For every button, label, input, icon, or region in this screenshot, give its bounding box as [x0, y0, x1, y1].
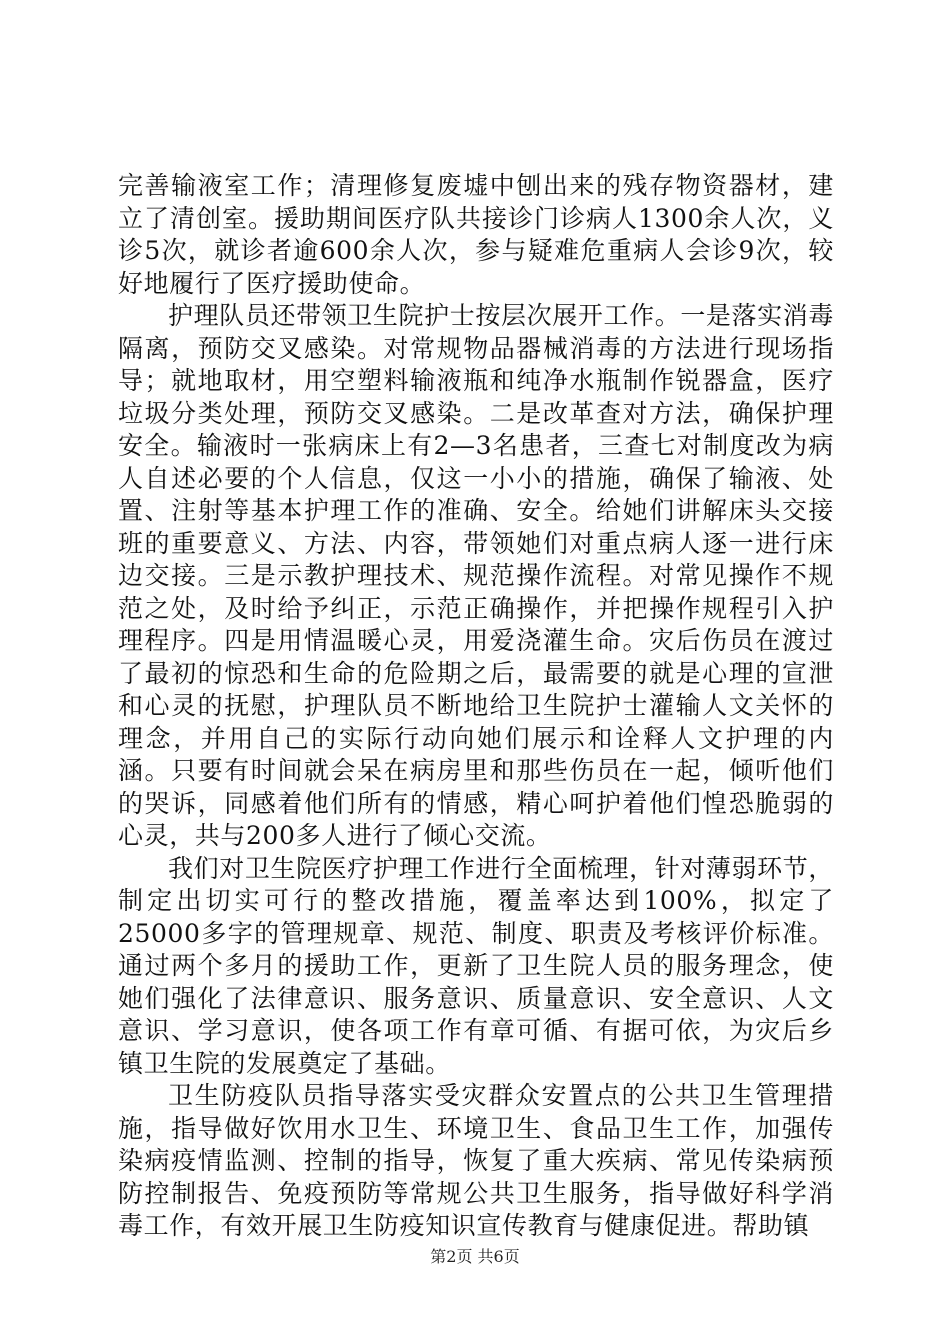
document-body: [118, 170, 834, 1243]
page-number-label: 第2页 共6页: [430, 1247, 520, 1266]
paragraph-4: 卫生防疫队员指导落实受灾群众安置点的公共卫生管理措施，指导做好饮用水卫生、环境卫生、食品卫生工作，加强传染病疫情监测、控制的指导，恢复了重大疾病、常见传染病预防控制报告、免疫预防等常规公共卫生服务，指导做好科学消毒工作，有效开展卫生防疫知识宣传教育与健康促进。帮助镇: [118, 1081, 834, 1240]
paragraph-3: 我们对卫生院医疗护理工作进行全面梳理，针对薄弱环节，制定出切实可行的整改措施，覆盖率达到100%，拟定了25000多字的管理规章、规范、制度、职责及考核评价标准。通过两个多月的援助工作，更新了卫生院人员的服务理念，使她们强化了法律意识、服务意识、质量意识、安全意识、人文意识、学习意识，使各项工作有章可循、有据可依，为灾后乡镇卫生院的发展奠定了基础。: [118, 853, 834, 1078]
paragraph-1: 完善输液室工作；清理修复废墟中刨出来的残存物资器材，建立了清创室。援助期间医疗队共接诊门诊病人1300余人次，义诊5次，就诊者逾600余人次，参与疑难危重病人会诊9次，较好地履行了医疗援助使命。: [118, 171, 834, 298]
page-footer: [0, 1244, 950, 1267]
paragraph-2: 护理队员还带领卫生院护士按层次展开工作。一是落实消毒隔离，预防交叉感染。对常规物品器械消毒的方法进行现场指导；就地取材，用空塑料输液瓶和纯净水瓶制作锐器盒，医疗垃圾分类处理，预防交叉感染。二是改革查对方法，确保护理安全。输液时一张病床上有2—3名患者，三查七对制度改为病人自述必要的个人信息，仅这一小小的措施，确保了输液、处置、注射等基本护理工作的准确、安全。给她们讲解床头交接班的重要意义、方法、内容，带领她们对重点病人逐一进行床边交接。三是示教护理技术、规范操作流程。对常见操作不规范之处，及时给予纠正，示范正确操作，并把操作规程引入护理程序。四是用情温暖心灵，用爱浇灌生命。灾后伤员在渡过了最初的惊恐和生命的危险期之后，最需要的就是心理的宣泄和心灵的抚慰，护理队员不断地给卫生院护士灌输人文关怀的理念，并用自己的实际行动向她们展示和诠释人文护理的内涵。只要有时间就会呆在病房里和那些伤员在一起，倾听他们的哭诉，同感着他们所有的情感，精心呵护着他们惶恐脆弱的心灵，共与200多人进行了倾心交流。: [118, 301, 834, 850]
